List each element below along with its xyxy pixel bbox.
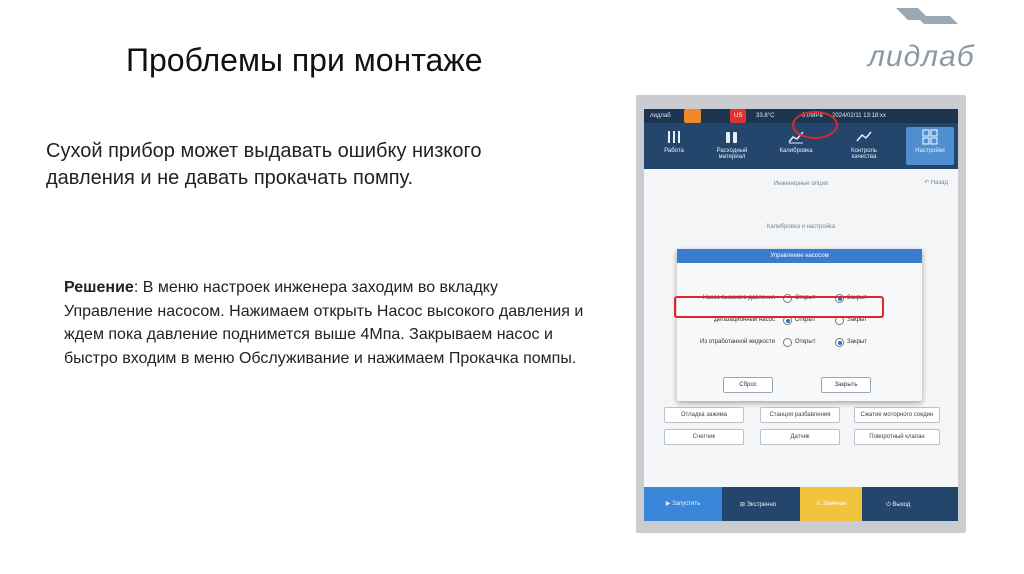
tubes-icon: [665, 129, 683, 145]
calibration-settings-title: Калибровка и настройка: [766, 224, 836, 230]
high-pressure-pump-label: Насос высокого давления: [702, 295, 775, 301]
bottom-bar: [644, 487, 958, 521]
settings-grid-icon: [921, 129, 939, 145]
nav-settings[interactable]: [906, 127, 954, 165]
high-pressure-close-label: Закрыт: [847, 295, 867, 301]
slide-title: Проблемы при монтаже: [126, 42, 483, 78]
warning-label: Замечан: [822, 501, 847, 507]
waste-close-radio[interactable]: [835, 338, 844, 347]
power-icon: ⏻: [886, 502, 891, 508]
nav-quality-control[interactable]: [840, 127, 888, 165]
solution-label: Решение: [64, 279, 134, 296]
waste-open-label: Открыт: [795, 339, 816, 345]
intro-text: Сухой прибор может выдавать ошибку низкого давления и не давать прокачать помпу.: [46, 140, 482, 189]
nav-consumables[interactable]: [708, 127, 756, 165]
solution-text: [64, 276, 584, 370]
nav-work[interactable]: [650, 127, 698, 165]
back-button[interactable]: [924, 179, 948, 186]
nav-work-label: Работа: [664, 148, 684, 154]
waste-pump-label: Из отработанной жидкости: [700, 339, 775, 345]
waste-pump-row: [685, 335, 915, 349]
device-screenshot: [636, 95, 966, 533]
bottles-icon: [723, 129, 741, 145]
pressure-readout: 0.0MPa: [802, 113, 823, 119]
motor-compression-button[interactable]: Сжатие моторного соедин: [854, 407, 940, 423]
pump-control-dialog: [677, 249, 922, 401]
status-badge: [684, 109, 701, 123]
waste-open-radio[interactable]: [783, 338, 792, 347]
high-pressure-open-label: Открыт: [795, 295, 816, 301]
nav-quality-control-label: Контроль качества: [850, 148, 878, 160]
sensor-button[interactable]: Датчик: [760, 429, 840, 445]
close-button[interactable]: Закрыть: [821, 377, 871, 393]
waste-close-label: Закрыт: [847, 339, 867, 345]
us-badge: US: [730, 109, 746, 123]
run-label: Запустить: [672, 501, 701, 507]
warning-button[interactable]: [800, 487, 862, 521]
nav-settings-label: Настройки: [915, 148, 945, 154]
pump-control-title: Управление насосом: [677, 249, 922, 263]
play-icon: ▶: [665, 501, 671, 507]
highlight-frame: [674, 296, 884, 318]
emergency-icon: ⊞: [740, 502, 746, 508]
emergency-button[interactable]: [740, 497, 776, 513]
qc-chart-icon: [855, 129, 873, 145]
device-screen: [644, 109, 958, 521]
rotary-valve-button[interactable]: Поворотный клапан: [854, 429, 940, 445]
degas-close-label: Закрыт: [847, 317, 867, 323]
logo-text: лидлаб: [868, 40, 975, 73]
degas-open-label: Открыт: [795, 317, 816, 323]
clamp-debug-button[interactable]: Отладка зажима: [664, 407, 744, 423]
emergency-label: Экстренно: [746, 502, 777, 508]
dilution-station-button[interactable]: Станция разбавления: [760, 407, 840, 423]
datetime-readout: 2024/02/11 13:18:xx: [832, 113, 886, 119]
exit-label: Выход: [892, 502, 911, 508]
engineer-options-title: Инженерные опции: [773, 181, 829, 187]
degas-pump-label: Дегазационный насос: [714, 317, 775, 323]
nav-calibration-label: Калибровка: [779, 148, 813, 154]
pressure-highlight-circle: [792, 111, 838, 139]
warning-icon: ⚠: [815, 501, 821, 507]
run-button[interactable]: [644, 487, 722, 521]
reset-button[interactable]: Сброс: [723, 377, 773, 393]
nav-consumables-label: Расходный материал: [716, 148, 748, 160]
solution-body: : В меню настроек инженера заходим во вкладку Управление насосом. Нажимаем открыть Насос высокого давления и ждем пока давление поднимется выше 4Мпа. Закрываем насос и быстро входим в меню Обслуживание и нажимаем Прокачка помпы.: [64, 279, 584, 367]
temp-readout: 33.8°C: [756, 113, 775, 119]
exit-button[interactable]: [886, 497, 910, 513]
back-icon: ↶: [924, 180, 930, 186]
back-label: Назад: [930, 180, 948, 186]
brand-label: лидлаб: [650, 113, 671, 119]
counter-button[interactable]: Счетчик: [664, 429, 744, 445]
